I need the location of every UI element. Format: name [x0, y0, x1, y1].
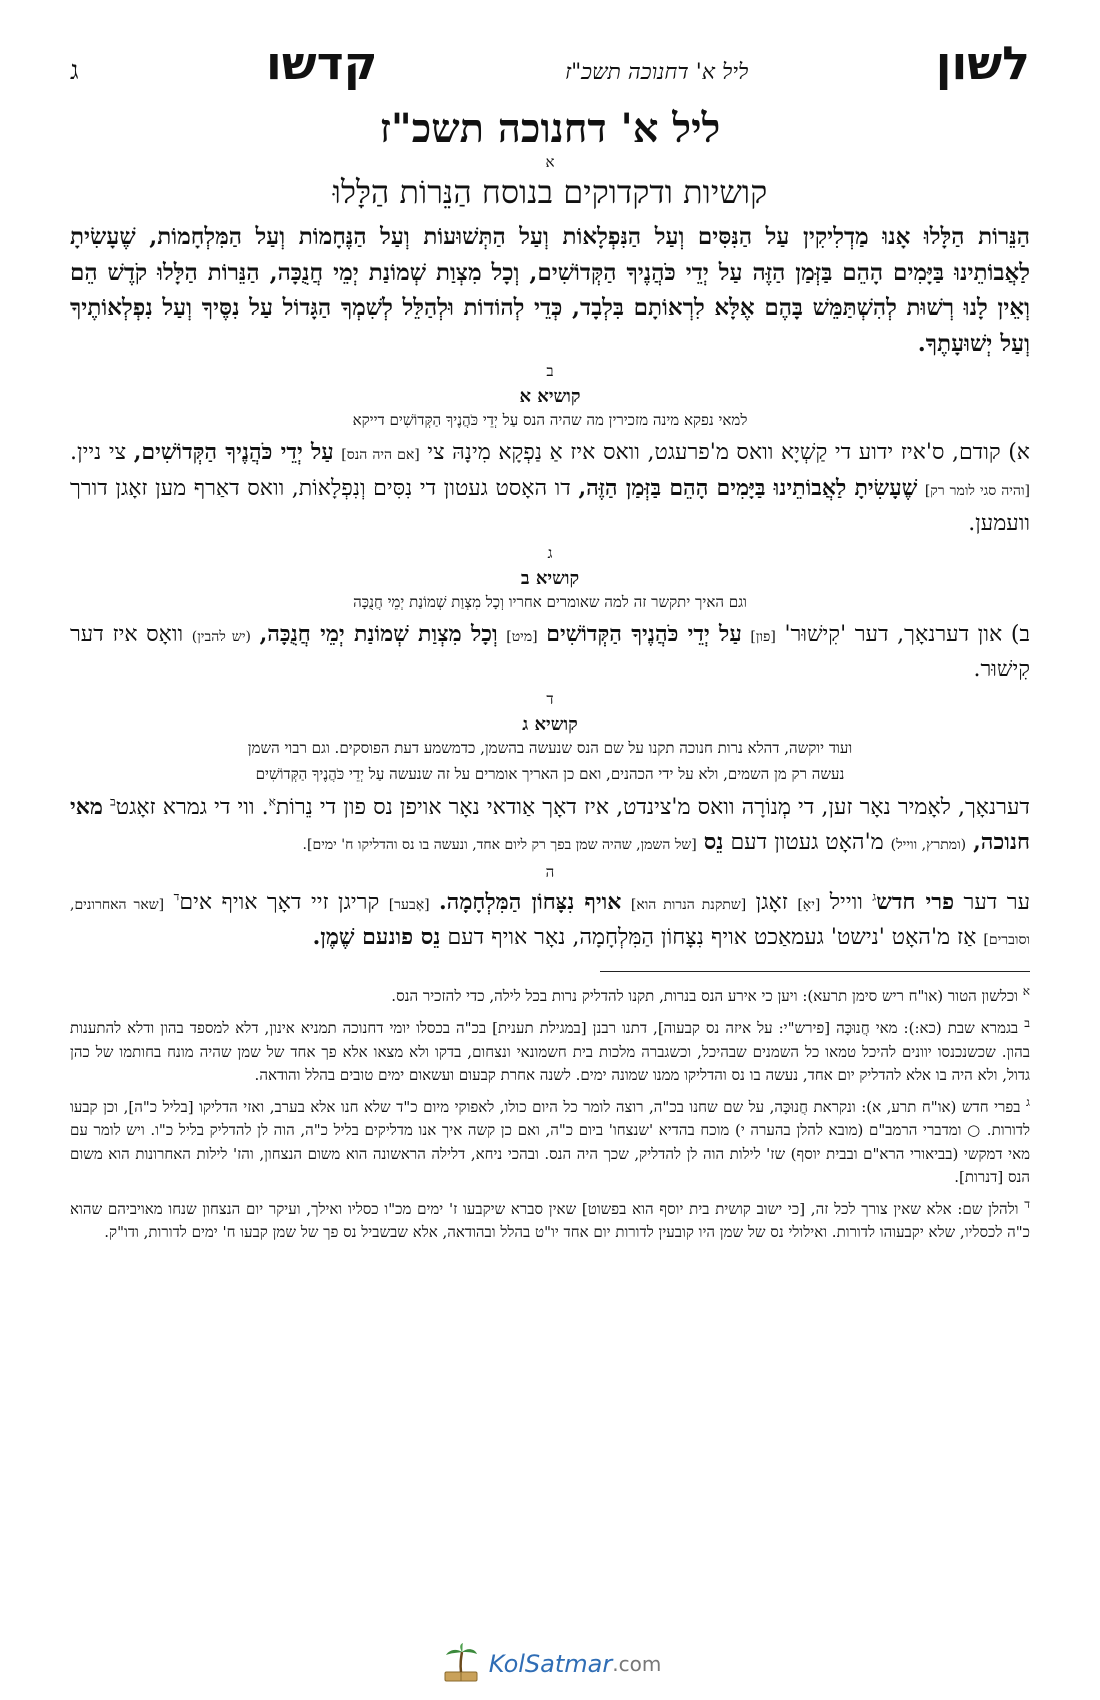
k2-bold-2: וְכָל מִצְוַת שְׁמוֹנַת יְמֵי חֲנֻכָּה, [259, 621, 498, 648]
k3-bold-1: מאי חנוכה, [70, 793, 1030, 856]
kushya-1-quote: למאי נפקא מינה מזכירין מה שהיה הנס עַל יְדֵי כֹּהֲנֶיךָ הַקְּדוֹשִׁים דייקא [352, 410, 748, 429]
p5-text-4: קריגן זיי דאָך אויף אים [179, 889, 380, 915]
section-5-paragraph [70, 885, 1030, 955]
kushya-3-paragraph [70, 790, 1030, 860]
kushya-2-quote: וגם האיך יתקשר זה למה שאומרים אחריו וְכָל מִצְוַת שְׁמוֹנַת יְמֵי חֲנֻכָּה [353, 592, 747, 611]
footnote-mark: ג [1026, 1095, 1030, 1110]
palm-tree-book-icon [439, 1642, 483, 1686]
kushya-2-title: קושיא ב [520, 567, 580, 589]
kushya-2-paragraph [70, 617, 1030, 687]
k3-text-2: . ווי די גמרא זאָגט [115, 794, 269, 820]
footnote-text: בפרי חדש (או"ח תרע, א): ונקראת חֲנוּכָּה, על שם שחנו בכ"ה, רוצה לומר כל היום כולו, לאפוקי מיום כ"ד שלא חנו אלא בערב, ואזי הדליקו [בליל כ"ה], וכן קבעו לדורות. ○ ומדברי הרמב"ם (מובא להלן בהערה י) מוכח בהדיא 'שנצחו' ביום כ"ה, ואם כן קשה איך אנו מדליקים בליל כ"ה, הוה לן להדליק בליל כ"ו. ויש לומר עם מאי דמקשי (בביאורי הרא"ם ובבית יוסף) שז' לילות הוה לן להדליק, שכך היה הנס. ובהכי ניחא, דלילה הראשונה הוא משום הנצחון, והז' לילות האחרונות הוא משום הנס [דנרות]. [70, 1098, 1030, 1186]
kushya-3-quote-1: ועוד יוקשה, דהלא נרות חנוכה תקנו על שם הנס שנעשה בהשמן, כדמשמע דעת הפוסקים. וגם רבוי השמן [247, 738, 853, 757]
footnote-text: וכלשון הטור (או"ח ריש סימן תרעא): ויען כי אירע הנס בנרות, תקנו להדליק נרות בכל לילה, כדי להזכיר הנס. [391, 987, 1019, 1006]
kushya-3-quote-2: נעשה רק מן השמים, ולא על ידי הכהנים, ואם כן האריך אומרים על זה שנעשה עַל יְדֵי כֹּהֲנֶיךָ הַקְּדוֹשִׁים [255, 765, 845, 784]
k2-text-1: ב) און דערנאָך, דער 'קִישׁוּר' [784, 622, 1031, 648]
k3-note-2: [של השמן, שהיה שמן בפך רק ליום אחד, ונעשה בו נס והדליקו ח' ימים]. [302, 837, 697, 854]
section-marker-4: ד [546, 690, 554, 709]
footnote-text: בגמרא שבת (כא:): מאי חֲנוּכָּה [פירש"י: על איזה נס קבעוה], דתנו רבנן [במגילת תענית] בכ"ה בכסלו יומי דחנוכה תמניא אינון, דלא למספד בהון ודלא להתענות בהון. שכשנכנסו יוונים להיכל טמאו כל השמנים שבהיכל, וכשגברה מלכות בית חשמונאי ונצחום, בדקו ולא מצאו אלא פך אחד של שמן שהיה מונח בחותמו של כהן גדול, ולא היה בו אלא להדליק יום אחד, נעשה בו נס והדליקו ממנו שמונה ימים. לשנה אחרת קבעום ועשאום ימים טובים בהלל והודאה. [70, 1019, 1030, 1084]
section-subtitle: קושיות ודקדוקים בנוסח הַנֵּרוֹת הַלָּלוּ [332, 172, 768, 211]
p5-text-2: ווייל [829, 889, 863, 915]
running-header [70, 36, 1030, 100]
k1-text-1: א) קודם, ס'איז ידוע די קַשְׁיָא וואס מ'פרעגט, וואס איז אַ נַפְקָא מִינָהּ צי [427, 440, 1030, 466]
site-branding[interactable] [0, 1642, 1100, 1686]
k2-note-2: [מיט] [506, 629, 538, 646]
p5-note-1: [יאָ] [797, 896, 821, 913]
footnote-text: ולהלן שם: אלא שאין צורך לכל זה, [כי ישוב קושית בית יוסף הוא בפשוט] שאין סברא שיקבעו ז' ימים מכ"ו כסליו ואילך, ועיקר יום הנצחון שנחו מאויביהם שהוא כ"ה לכסליו, שלא יקבעוהו לדורות. ואילולי נס של שמן היו קובעין לדורות יום אחד יו"ט בהלל ובהודאה, אלא שבשביל נס פך של שמן קבעו ח' ימים לדורות, ודו"ק. [70, 1200, 1030, 1242]
footnote-divider [600, 971, 1030, 972]
p5-bold-2: אויף נִצָּחוֹן הַמִּלְחָמָה. [439, 888, 622, 915]
p5-note-2: [שתקנת הנרות הוא] [630, 896, 747, 913]
header-center-title: ליל א' דחנוכה תשכ"ז [564, 60, 749, 85]
footnote-mark: ד [1024, 1197, 1030, 1212]
p5-text-3: זאָגן [755, 889, 788, 915]
k1-note-1: [אם היה הנס] [341, 447, 420, 464]
footnote-ref-b[interactable]: ב [110, 794, 116, 809]
p5-text-1: ער דער [963, 889, 1031, 915]
page-number: ג [70, 56, 79, 86]
kushya-3-title: קושיא ג [522, 713, 578, 735]
p5-bold-3: נֵס פונעם שֶׁמֶן. [312, 923, 441, 950]
k1-text-3: דו האָסט געטון די נִסִּים וְנִפְלָאוֹת, וואס דאַרף מען זאָגן דורך וועמען. [70, 475, 1030, 536]
footnote-ref-c[interactable]: ג [872, 889, 877, 904]
p5-text-5: אַז מ'האָט 'נישט' געמאַכט אויף נִצָּחוֹן הַמִּלְחָמָה, נאָר אויף דעם [447, 924, 977, 950]
k3-note-1: (ומתרץ, ווייל) [890, 837, 967, 854]
kushya-1-title: קושיא א [519, 385, 581, 407]
k2-note-3: (יש להבין) [191, 629, 251, 646]
footnote-ref-d[interactable]: ד [173, 889, 180, 904]
k3-text-1: דערנאָך, לאָמיר נאָר זען, די מְנוֹרָה וואס מ'צינדט, איז דאָך אַודאי נאָר אויפן נס פון די נֵרוֹת [275, 794, 1030, 820]
p5-bold-1: פרי חדש [876, 888, 955, 915]
brand-name: KolSatmar [488, 1650, 613, 1678]
p5-note-4: [שאר האחרונים, וסוברים] [70, 896, 1030, 948]
footnotes [70, 982, 1030, 1245]
footnote-item [70, 982, 1030, 1008]
page-title: ליל א' דחנוכה תשכ"ז [379, 105, 721, 152]
footnote-mark: א [1022, 984, 1030, 999]
footnote-item [70, 1093, 1030, 1189]
k3-bold-2: נֵס [703, 829, 724, 856]
haneiros-halalu-text: הַנֵּרוֹת הַלָּלוּ אָנוּ מַדְלִיקִין עַל הַנִּסִּים וְעַל הַנִּפְלָאוֹת וְעַל הַתְּשׁוּעוֹת וְעַל הַנֶּחָמוֹת וְעַל הַמִּלְחָמוֹת, שֶׁעָשִׂיתָ לַאֲבוֹתֵינוּ בַּיָּמִים הָהֵם בַּזְּמַן הַזֶּה עַל יְדֵי כֹּהֲנֶיךָ הַקְּדוֹשִׁים, וְכָל מִצְוַת שְׁמוֹנַת יְמֵי חֲנֻכָּה, הַנֵּרוֹת הַלָּלוּ קֹדֶשׁ הֵם וְאֵין לָנוּ רְשׁוּת לְהִשְׁתַּמֵּשׁ בָּהֶם אֶלָּא לִרְאוֹתָם בִּלְבָד, כְּדֵי לְהוֹדוֹת וּלְהַלֵּל לְשִׁמְךָ הַגָּדוֹל עַל נִסֶּיךָ וְעַל נִפְלְאוֹתֶיךָ וְעַל יְשׁוּעָתֶךָ. [70, 222, 1030, 357]
k3-text-3: מ'האָט געטון דעם [730, 830, 884, 856]
footnote-item [70, 1014, 1030, 1087]
k1-note-2: [והיה סגי לומר רק] [924, 482, 1031, 499]
k2-text-2: וואָס איז דער קִישׁוּר. [70, 622, 1030, 683]
section-marker-5: ה [545, 863, 555, 882]
header-word-left: קדשו [265, 36, 378, 90]
section-marker-2: ב [546, 362, 554, 381]
k1-bold-1: עַל יְדֵי כֹּהֲנֶיךָ הַקְּדוֹשִׁים, [133, 439, 334, 466]
k2-note-1: [פון] [750, 629, 776, 646]
k1-text-2: צי ניין. [70, 440, 127, 466]
k2-bold-1: עַל יְדֵי כֹּהֲנֶיךָ הַקְּדוֹשִׁים [546, 621, 742, 648]
footnote-ref-a[interactable]: א [268, 794, 276, 809]
header-word-right: לשון [935, 36, 1030, 90]
p5-note-3: [אָבער] [388, 896, 430, 913]
footnote-mark: ב [1024, 1016, 1030, 1031]
footnote-item [70, 1195, 1030, 1245]
brand-suffix: .com [612, 1652, 662, 1676]
kushya-1-paragraph [70, 435, 1030, 541]
k1-bold-2: שֶׁעָשִׂיתָ לַאֲבוֹתֵינוּ בַּיָּמִים הָהֵם בַּזְּמַן הַזֶּה, [578, 474, 918, 501]
section-marker-1: א [545, 153, 555, 171]
section-marker-3: ג [547, 544, 553, 563]
